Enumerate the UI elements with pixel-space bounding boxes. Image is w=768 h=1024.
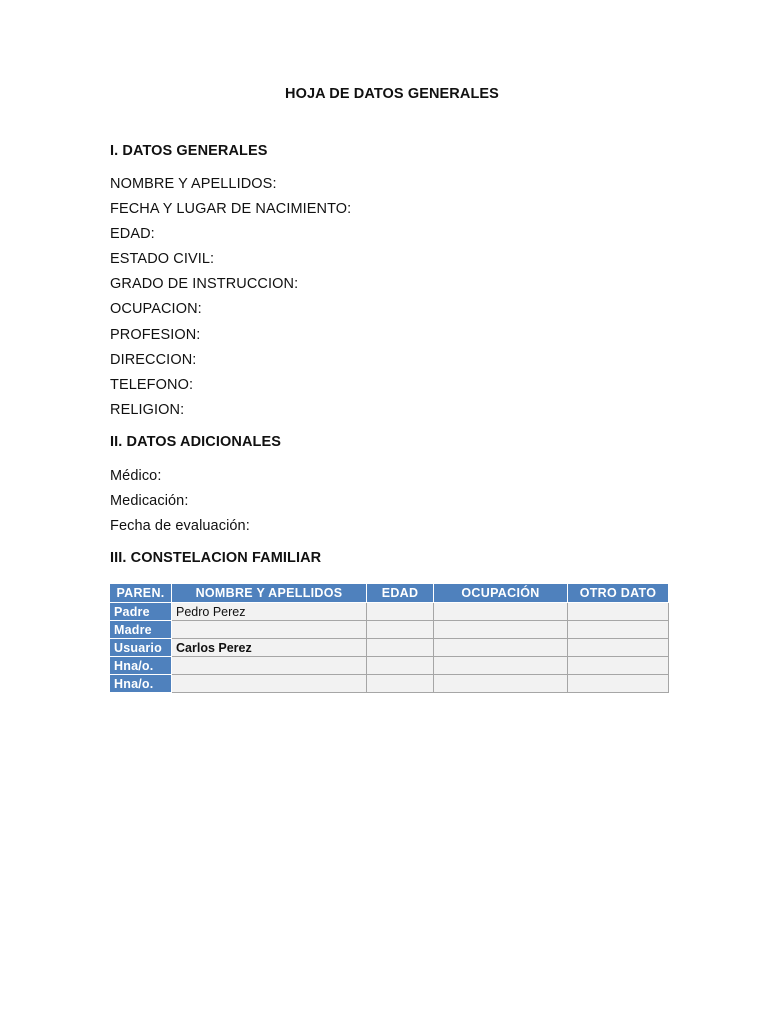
- column-header-otro-dato: OTRO DATO: [568, 584, 669, 603]
- age-cell[interactable]: [367, 657, 434, 675]
- occupation-cell[interactable]: [434, 675, 568, 693]
- occupation-cell[interactable]: [434, 639, 568, 657]
- section-heading-constelacion-familiar: III. CONSTELACION FAMILIAR: [110, 550, 322, 566]
- occupation-cell[interactable]: [434, 603, 568, 621]
- relation-cell: Hna/o.: [110, 657, 172, 675]
- name-cell[interactable]: [172, 675, 367, 693]
- table-header-row: [110, 584, 669, 603]
- section-heading-datos-adicionales: II. DATOS ADICIONALES: [110, 434, 282, 450]
- field-label-profesion: PROFESION:: [110, 326, 201, 343]
- table-row: [110, 621, 669, 639]
- field-label-ocupacion: OCUPACION:: [110, 301, 202, 318]
- age-cell[interactable]: [367, 675, 434, 693]
- field-label-edad: EDAD:: [110, 226, 155, 243]
- table-row: [110, 639, 669, 657]
- table-row: [110, 603, 669, 621]
- occupation-cell[interactable]: [434, 621, 568, 639]
- relation-cell: Hna/o.: [110, 675, 172, 693]
- field-label-fecha-nacimiento: FECHA Y LUGAR DE NACIMIENTO:: [110, 201, 352, 218]
- other-cell[interactable]: [568, 675, 669, 693]
- column-header-parentesco: PAREN.: [110, 584, 172, 603]
- datos-generales-field-list: [110, 172, 351, 423]
- age-cell[interactable]: [367, 639, 434, 657]
- field-label-telefono: TELEFONO:: [110, 376, 194, 393]
- age-cell[interactable]: [367, 621, 434, 639]
- relation-cell: Padre: [110, 603, 172, 621]
- relation-cell: Madre: [110, 621, 172, 639]
- occupation-cell[interactable]: [434, 657, 568, 675]
- field-label-medicacion: Medicación:: [110, 493, 189, 510]
- document-title: HOJA DE DATOS GENERALES: [285, 86, 499, 102]
- field-label-fecha-evaluacion: Fecha de evaluación:: [110, 518, 250, 535]
- other-cell[interactable]: [568, 621, 669, 639]
- table-row: [110, 675, 669, 693]
- name-cell[interactable]: Carlos Perez: [172, 639, 367, 657]
- field-label-estado-civil: ESTADO CIVIL:: [110, 251, 215, 268]
- age-cell[interactable]: [367, 603, 434, 621]
- field-label-religion: RELIGION:: [110, 401, 185, 418]
- column-header-ocupacion: OCUPACIÓN: [434, 584, 568, 603]
- other-cell[interactable]: [568, 603, 669, 621]
- family-table: [109, 583, 669, 693]
- field-label-direccion: DIRECCION:: [110, 351, 197, 368]
- other-cell[interactable]: [568, 657, 669, 675]
- field-label-nombre: NOMBRE Y APELLIDOS:: [110, 176, 277, 192]
- other-cell[interactable]: [568, 639, 669, 657]
- column-header-nombre: NOMBRE Y APELLIDOS: [172, 584, 367, 603]
- name-cell[interactable]: Pedro Perez: [172, 603, 367, 621]
- field-label-medico: Médico:: [110, 468, 162, 484]
- name-cell[interactable]: [172, 657, 367, 675]
- datos-adicionales-field-list: [110, 464, 250, 539]
- column-header-edad: EDAD: [367, 584, 434, 603]
- relation-cell: Usuario: [110, 639, 172, 657]
- section-heading-datos-generales: I. DATOS GENERALES: [110, 143, 268, 159]
- table-row: [110, 657, 669, 675]
- field-label-grado-instruccion: GRADO DE INSTRUCCION:: [110, 276, 299, 293]
- name-cell[interactable]: [172, 621, 367, 639]
